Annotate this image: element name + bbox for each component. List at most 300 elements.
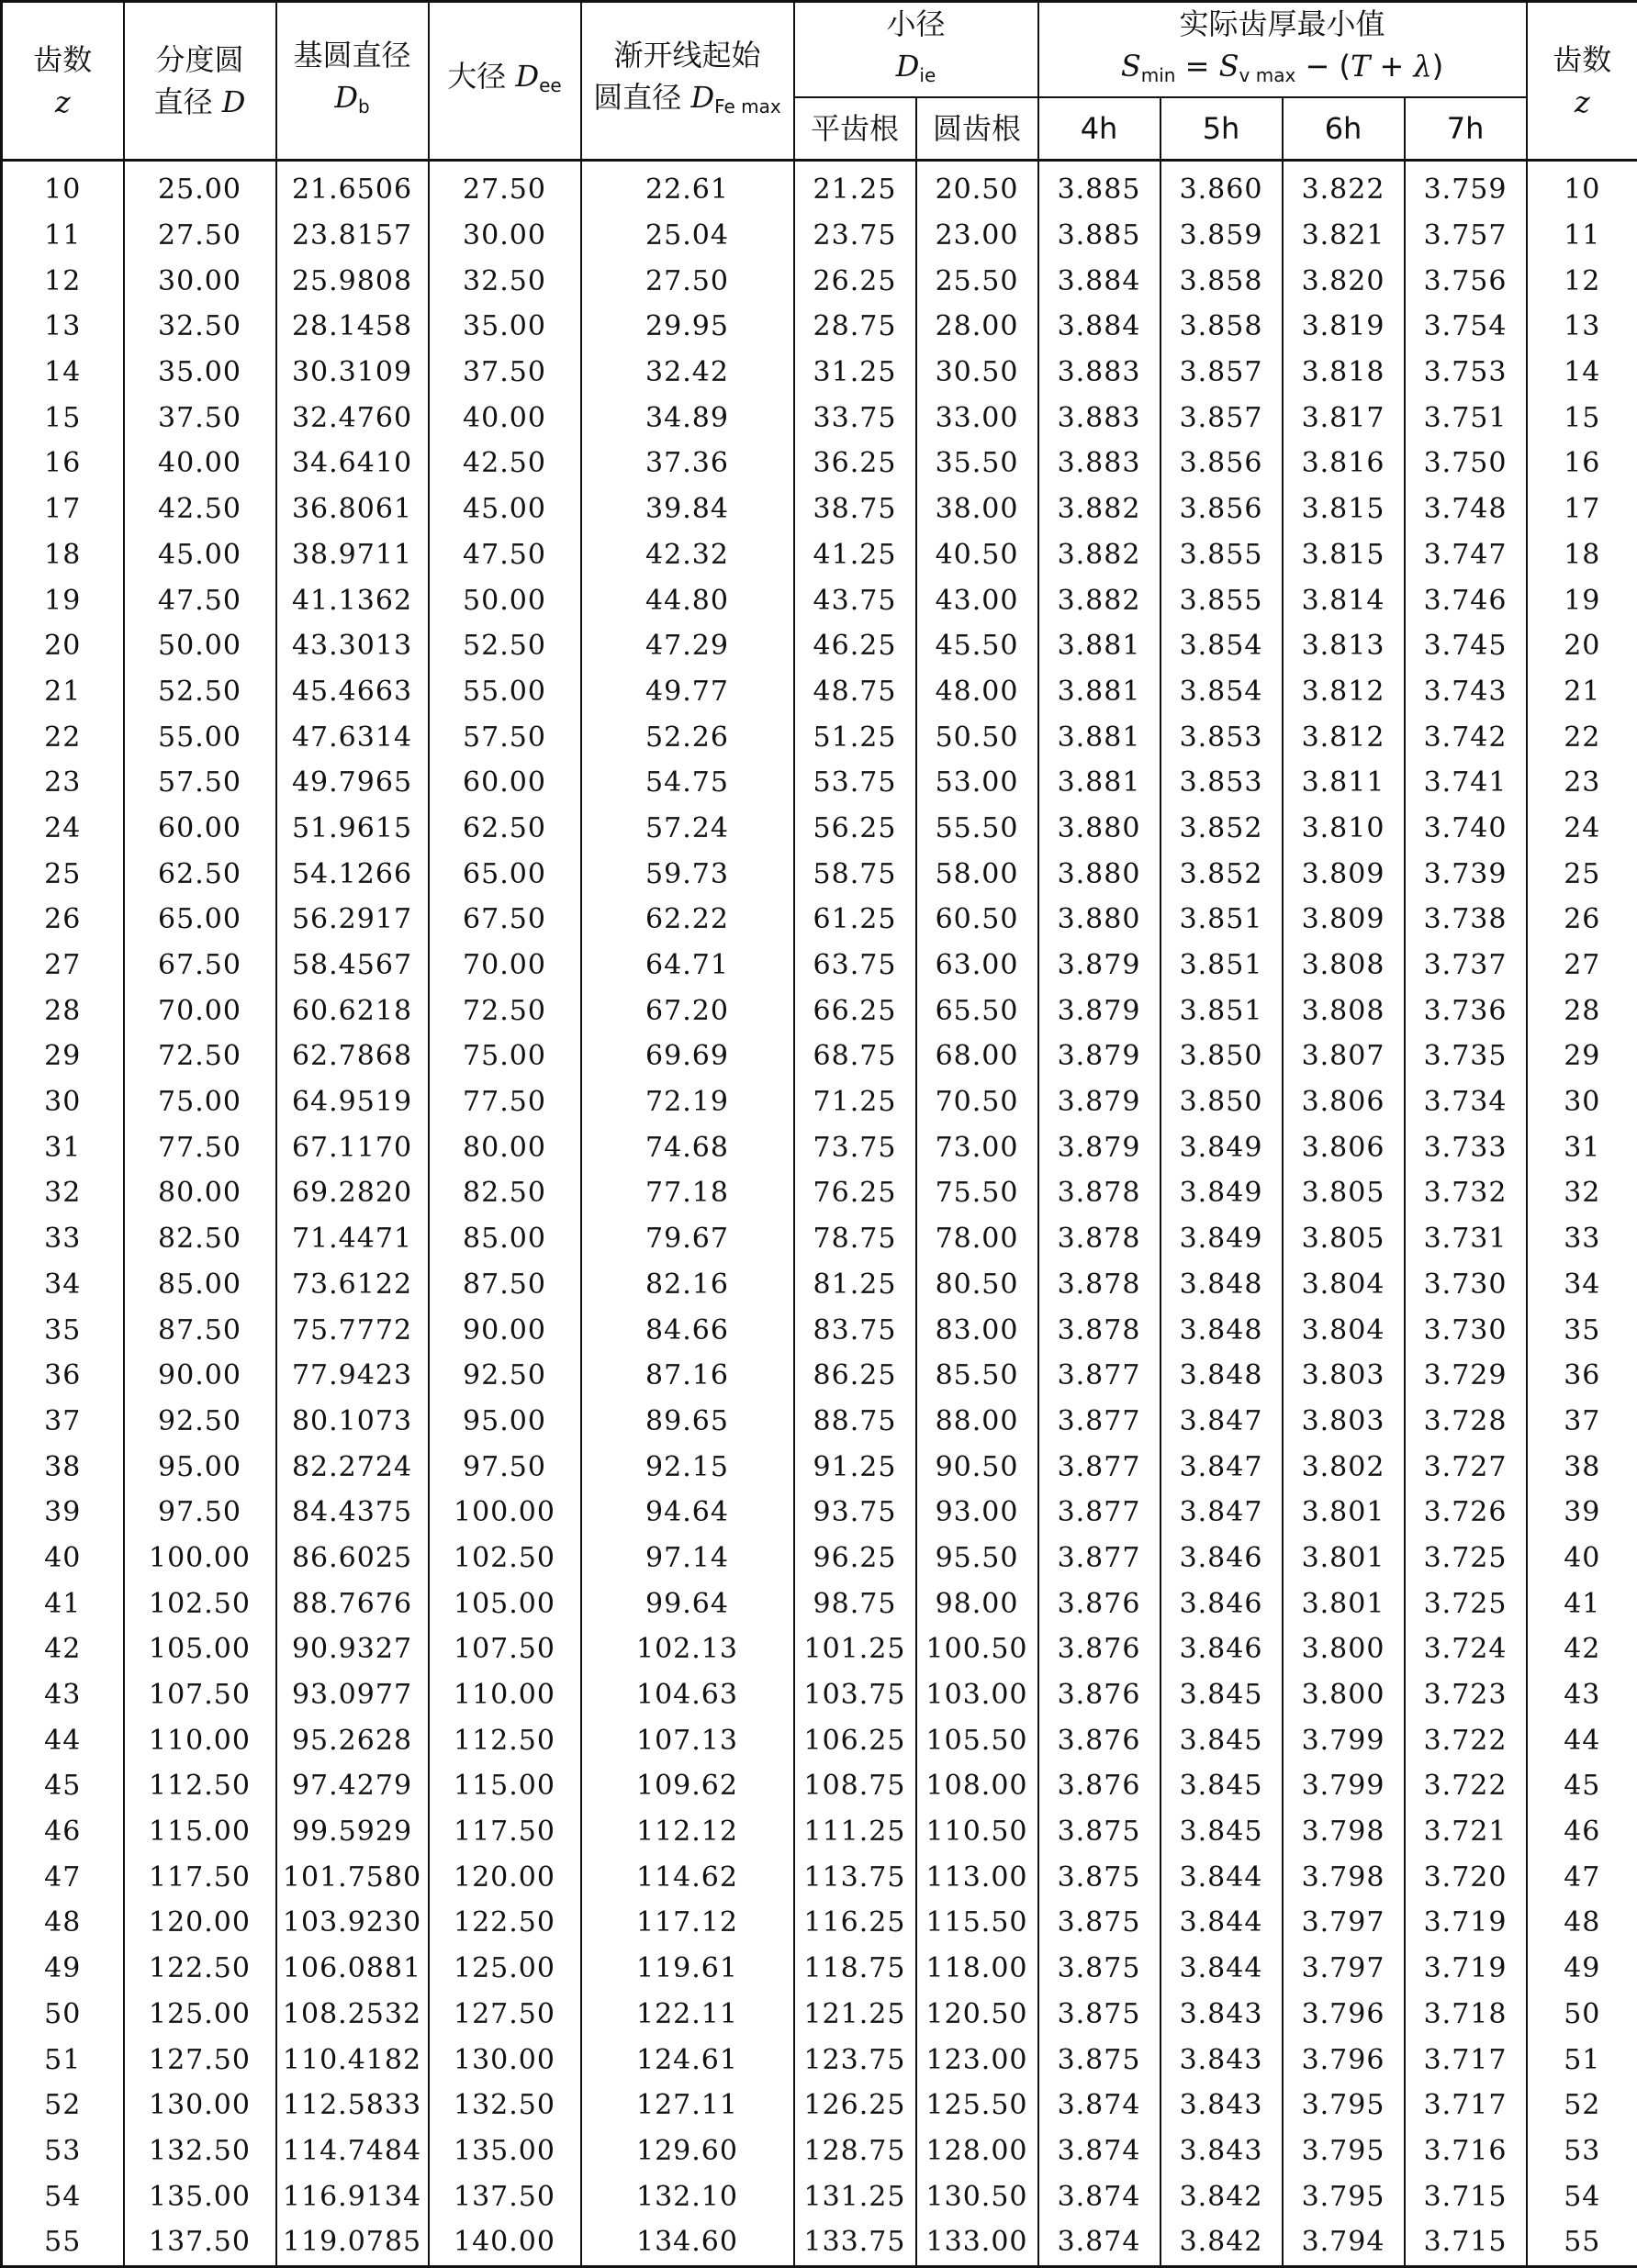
cell-major-diameter: 55.00 [429,669,581,715]
table-row [2,1490,1637,1536]
cell-thickness-4h: 3.881 [1038,760,1160,806]
cell-thickness-6h: 3.811 [1283,760,1405,806]
header-form-symbol: D [690,80,714,115]
cell-form-diameter: 87.16 [581,1353,794,1399]
cell-minor-round-root: 40.50 [916,532,1038,578]
cell-thickness-6h: 3.800 [1283,1626,1405,1672]
cell-major-diameter: 132.50 [429,2083,581,2128]
cell-thickness-6h: 3.801 [1283,1581,1405,1626]
cell-minor-flat-root: 43.75 [794,577,916,623]
cell-teeth-count-right: 20 [1527,623,1637,669]
cell-form-diameter: 92.15 [581,1444,794,1490]
cell-thickness-4h: 3.881 [1038,623,1160,669]
cell-teeth-count-right: 12 [1527,258,1637,304]
cell-teeth-count-right: 13 [1527,304,1637,350]
cell-minor-round-root: 20.50 [916,161,1038,213]
cell-base-diameter: 95.2628 [276,1717,429,1763]
table-body [2,161,1637,2267]
cell-teeth-count: 25 [2,851,124,897]
cell-major-diameter: 100.00 [429,1490,581,1536]
table-row [2,1079,1637,1125]
cell-minor-round-root: 38.00 [916,486,1038,532]
table-row [2,1992,1637,2038]
cell-major-diameter: 107.50 [429,1626,581,1672]
cell-base-diameter: 97.4279 [276,1763,429,1809]
cell-minor-round-root: 50.50 [916,714,1038,760]
cell-form-diameter: 82.16 [581,1262,794,1308]
cell-thickness-7h: 3.734 [1405,1079,1527,1125]
cell-base-diameter: 73.6122 [276,1262,429,1308]
cell-teeth-count-right: 55 [1527,2219,1637,2266]
cell-thickness-5h: 3.854 [1160,623,1283,669]
cell-thickness-5h: 3.845 [1160,1672,1283,1718]
cell-thickness-6h: 3.809 [1283,897,1405,943]
cell-thickness-6h: 3.795 [1283,2083,1405,2128]
cell-major-diameter: 90.00 [429,1307,581,1353]
cell-thickness-6h: 3.822 [1283,161,1405,213]
cell-teeth-count: 28 [2,988,124,1033]
cell-teeth-count: 39 [2,1490,124,1536]
cell-thickness-4h: 3.875 [1038,1992,1160,2038]
cell-pitch-diameter: 90.00 [124,1353,276,1399]
cell-minor-round-root: 125.50 [916,2083,1038,2128]
cell-minor-flat-root: 21.25 [794,161,916,213]
cell-teeth-count-right: 42 [1527,1626,1637,1672]
cell-teeth-count: 54 [2,2173,124,2219]
cell-major-diameter: 122.50 [429,1900,581,1946]
cell-minor-round-root: 120.50 [916,1992,1038,2038]
cell-thickness-4h: 3.885 [1038,161,1160,213]
cell-pitch-diameter: 57.50 [124,760,276,806]
cell-thickness-6h: 3.815 [1283,486,1405,532]
cell-pitch-diameter: 87.50 [124,1307,276,1353]
cell-form-diameter: 37.36 [581,441,794,486]
cell-form-diameter: 47.29 [581,623,794,669]
cell-minor-flat-root: 63.75 [794,943,916,989]
cell-thickness-4h: 3.879 [1038,1124,1160,1170]
cell-teeth-count: 15 [2,395,124,441]
cell-thickness-4h: 3.884 [1038,304,1160,350]
cell-teeth-count-right: 35 [1527,1307,1637,1353]
cell-thickness-6h: 3.800 [1283,1672,1405,1718]
cell-pitch-diameter: 47.50 [124,577,276,623]
cell-teeth-count-right: 27 [1527,943,1637,989]
formula-minus-open: − ( [1295,49,1351,84]
cell-teeth-count: 50 [2,1992,124,2038]
header-thickness-formula [1039,45,1526,96]
cell-major-diameter: 102.50 [429,1536,581,1581]
cell-minor-flat-root: 68.75 [794,1033,916,1079]
cell-teeth-count: 17 [2,486,124,532]
cell-thickness-6h: 3.805 [1283,1170,1405,1216]
cell-form-diameter: 49.77 [581,669,794,715]
header-teeth-right-label: 齿数 [1528,39,1637,81]
header-major-sub: ee [539,74,562,96]
cell-thickness-4h: 3.880 [1038,806,1160,852]
header-minor-diameter [794,2,1038,98]
cell-thickness-5h: 3.852 [1160,806,1283,852]
cell-thickness-4h: 3.879 [1038,943,1160,989]
cell-thickness-4h: 3.878 [1038,1170,1160,1216]
cell-thickness-4h: 3.878 [1038,1262,1160,1308]
cell-major-diameter: 62.50 [429,806,581,852]
cell-major-diameter: 130.00 [429,2037,581,2083]
cell-teeth-count: 29 [2,1033,124,1079]
cell-minor-round-root: 75.50 [916,1170,1038,1216]
cell-teeth-count: 13 [2,304,124,350]
cell-pitch-diameter: 27.50 [124,213,276,259]
cell-minor-round-root: 65.50 [916,988,1038,1033]
cell-thickness-7h: 3.727 [1405,1444,1527,1490]
cell-teeth-count-right: 51 [1527,2037,1637,2083]
cell-teeth-count: 53 [2,2128,124,2174]
cell-pitch-diameter: 52.50 [124,669,276,715]
cell-thickness-5h: 3.847 [1160,1490,1283,1536]
cell-thickness-4h: 3.879 [1038,1033,1160,1079]
cell-thickness-7h: 3.722 [1405,1717,1527,1763]
cell-major-diameter: 60.00 [429,760,581,806]
cell-teeth-count-right: 50 [1527,1992,1637,2038]
cell-minor-flat-root: 33.75 [794,395,916,441]
header-grade-6h: 6h [1283,97,1405,161]
cell-teeth-count: 22 [2,714,124,760]
cell-thickness-6h: 3.803 [1283,1399,1405,1445]
cell-thickness-5h: 3.849 [1160,1216,1283,1262]
cell-thickness-6h: 3.808 [1283,943,1405,989]
header-base-symbol-line [277,76,428,128]
cell-form-diameter: 109.62 [581,1763,794,1809]
cell-base-diameter: 36.8061 [276,486,429,532]
cell-teeth-count-right: 21 [1527,669,1637,715]
cell-teeth-count-right: 26 [1527,897,1637,943]
cell-thickness-7h: 3.715 [1405,2173,1527,2219]
table-row [2,213,1637,259]
cell-teeth-count: 51 [2,2037,124,2083]
cell-pitch-diameter: 82.50 [124,1216,276,1262]
cell-thickness-4h: 3.878 [1038,1307,1160,1353]
cell-major-diameter: 72.50 [429,988,581,1033]
cell-teeth-count-right: 34 [1527,1262,1637,1308]
header-thickness-label: 实际齿厚最小值 [1039,3,1526,45]
cell-teeth-count: 18 [2,532,124,578]
cell-thickness-7h: 3.730 [1405,1262,1527,1308]
cell-base-diameter: 84.4375 [276,1490,429,1536]
cell-thickness-4h: 3.877 [1038,1353,1160,1399]
cell-thickness-5h: 3.845 [1160,1717,1283,1763]
cell-teeth-count: 19 [2,577,124,623]
cell-teeth-count-right: 40 [1527,1536,1637,1581]
cell-base-diameter: 101.7580 [276,1854,429,1900]
cell-thickness-5h: 3.854 [1160,669,1283,715]
table-row [2,1170,1637,1216]
table-row [2,532,1637,578]
cell-thickness-7h: 3.726 [1405,1490,1527,1536]
cell-thickness-7h: 3.730 [1405,1307,1527,1353]
cell-base-diameter: 62.7868 [276,1033,429,1079]
cell-base-diameter: 106.0881 [276,1946,429,1992]
cell-thickness-5h: 3.844 [1160,1946,1283,1992]
cell-thickness-7h: 3.757 [1405,213,1527,259]
cell-minor-flat-root: 91.25 [794,1444,916,1490]
cell-base-diameter: 32.4760 [276,395,429,441]
cell-form-diameter: 104.63 [581,1672,794,1718]
cell-thickness-4h: 3.884 [1038,258,1160,304]
cell-thickness-4h: 3.876 [1038,1581,1160,1626]
cell-form-diameter: 59.73 [581,851,794,897]
cell-base-diameter: 88.7676 [276,1581,429,1626]
cell-thickness-6h: 3.795 [1283,2173,1405,2219]
table-row [2,1262,1637,1308]
cell-form-diameter: 22.61 [581,161,794,213]
table-row [2,304,1637,350]
cell-teeth-count: 11 [2,213,124,259]
cell-form-diameter: 62.22 [581,897,794,943]
header-teeth-symbol: z [3,81,123,123]
cell-pitch-diameter: 130.00 [124,2083,276,2128]
cell-thickness-6h: 3.799 [1283,1717,1405,1763]
cell-thickness-6h: 3.798 [1283,1809,1405,1855]
cell-thickness-7h: 3.725 [1405,1536,1527,1581]
cell-pitch-diameter: 75.00 [124,1079,276,1125]
cell-pitch-diameter: 37.50 [124,395,276,441]
cell-base-diameter: 116.9134 [276,2173,429,2219]
cell-teeth-count: 47 [2,1854,124,1900]
cell-base-diameter: 86.6025 [276,1536,429,1581]
cell-thickness-5h: 3.850 [1160,1033,1283,1079]
cell-minor-flat-root: 123.75 [794,2037,916,2083]
table-row [2,897,1637,943]
cell-form-diameter: 77.18 [581,1170,794,1216]
cell-pitch-diameter: 137.50 [124,2219,276,2266]
cell-thickness-5h: 3.846 [1160,1536,1283,1581]
table-row [2,1353,1637,1399]
cell-thickness-7h: 3.721 [1405,1809,1527,1855]
cell-form-diameter: 94.64 [581,1490,794,1536]
cell-minor-round-root: 133.00 [916,2219,1038,2266]
cell-teeth-count: 43 [2,1672,124,1718]
cell-minor-round-root: 73.00 [916,1124,1038,1170]
cell-thickness-4h: 3.882 [1038,577,1160,623]
cell-thickness-4h: 3.875 [1038,1900,1160,1946]
cell-thickness-7h: 3.715 [1405,2219,1527,2266]
table-row [2,943,1637,989]
cell-base-diameter: 54.1266 [276,851,429,897]
cell-thickness-4h: 3.882 [1038,486,1160,532]
formula-min-sub: min [1141,64,1176,86]
cell-thickness-4h: 3.879 [1038,1079,1160,1125]
cell-minor-flat-root: 31.25 [794,350,916,396]
cell-thickness-4h: 3.874 [1038,2083,1160,2128]
cell-minor-round-root: 90.50 [916,1444,1038,1490]
cell-major-diameter: 125.00 [429,1946,581,1992]
table-row [2,350,1637,396]
cell-thickness-6h: 3.820 [1283,258,1405,304]
cell-minor-flat-root: 118.75 [794,1946,916,1992]
cell-pitch-diameter: 50.00 [124,623,276,669]
cell-minor-flat-root: 88.75 [794,1399,916,1445]
cell-pitch-diameter: 72.50 [124,1033,276,1079]
cell-base-diameter: 45.4663 [276,669,429,715]
table-row [2,258,1637,304]
cell-thickness-6h: 3.812 [1283,714,1405,760]
cell-minor-round-root: 43.00 [916,577,1038,623]
cell-base-diameter: 93.0977 [276,1672,429,1718]
cell-form-diameter: 99.64 [581,1581,794,1626]
header-major-diameter [429,2,581,161]
cell-thickness-4h: 3.876 [1038,1717,1160,1763]
header-major-text: 大径 [447,59,515,94]
cell-thickness-7h: 3.746 [1405,577,1527,623]
header-base-sub: b [358,95,370,117]
cell-major-diameter: 127.50 [429,1992,581,2038]
cell-base-diameter: 43.3013 [276,623,429,669]
cell-thickness-4h: 3.875 [1038,1946,1160,1992]
cell-base-diameter: 58.4567 [276,943,429,989]
cell-thickness-4h: 3.883 [1038,395,1160,441]
header-form-line2-text: 圆直径 [593,80,690,115]
cell-pitch-diameter: 95.00 [124,1444,276,1490]
cell-minor-round-root: 53.00 [916,760,1038,806]
cell-teeth-count: 41 [2,1581,124,1626]
cell-thickness-5h: 3.845 [1160,1763,1283,1809]
cell-form-diameter: 114.62 [581,1854,794,1900]
cell-major-diameter: 115.00 [429,1763,581,1809]
formula-vmax-sub: v max [1239,64,1296,86]
cell-minor-round-root: 83.00 [916,1307,1038,1353]
cell-teeth-count-right: 25 [1527,851,1637,897]
cell-thickness-4h: 3.874 [1038,2219,1160,2266]
cell-minor-flat-root: 101.25 [794,1626,916,1672]
cell-thickness-6h: 3.814 [1283,577,1405,623]
cell-form-diameter: 34.89 [581,395,794,441]
cell-thickness-5h: 3.843 [1160,2128,1283,2174]
cell-base-diameter: 49.7965 [276,760,429,806]
cell-form-diameter: 97.14 [581,1536,794,1581]
cell-thickness-4h: 3.877 [1038,1536,1160,1581]
cell-minor-flat-root: 38.75 [794,486,916,532]
cell-thickness-7h: 3.717 [1405,2037,1527,2083]
cell-pitch-diameter: 67.50 [124,943,276,989]
header-minor-symbol-line [795,45,1037,96]
cell-form-diameter: 124.61 [581,2037,794,2083]
cell-thickness-5h: 3.856 [1160,486,1283,532]
cell-thickness-4h: 3.876 [1038,1763,1160,1809]
table-row [2,669,1637,715]
cell-minor-round-root: 68.00 [916,1033,1038,1079]
cell-thickness-7h: 3.731 [1405,1216,1527,1262]
cell-base-diameter: 47.6314 [276,714,429,760]
table-row [2,395,1637,441]
cell-form-diameter: 89.65 [581,1399,794,1445]
cell-form-diameter: 27.50 [581,258,794,304]
cell-minor-round-root: 130.50 [916,2173,1038,2219]
cell-teeth-count-right: 41 [1527,1581,1637,1626]
table-row [2,988,1637,1033]
cell-teeth-count: 46 [2,1809,124,1855]
cell-thickness-6h: 3.803 [1283,1353,1405,1399]
cell-minor-flat-root: 48.75 [794,669,916,715]
cell-thickness-7h: 3.754 [1405,304,1527,350]
cell-minor-flat-root: 56.25 [794,806,916,852]
cell-pitch-diameter: 62.50 [124,851,276,897]
cell-pitch-diameter: 32.50 [124,304,276,350]
cell-base-diameter: 82.2724 [276,1444,429,1490]
formula-close: ) [1432,49,1443,84]
cell-major-diameter: 77.50 [429,1079,581,1125]
cell-minor-flat-root: 121.25 [794,1992,916,2038]
cell-minor-round-root: 88.00 [916,1399,1038,1445]
cell-minor-flat-root: 26.25 [794,258,916,304]
cell-pitch-diameter: 115.00 [124,1809,276,1855]
cell-thickness-5h: 3.857 [1160,350,1283,396]
cell-thickness-4h: 3.878 [1038,1216,1160,1262]
cell-thickness-7h: 3.751 [1405,395,1527,441]
cell-form-diameter: 69.69 [581,1033,794,1079]
cell-major-diameter: 137.50 [429,2173,581,2219]
cell-pitch-diameter: 107.50 [124,1672,276,1718]
cell-thickness-5h: 3.853 [1160,714,1283,760]
cell-major-diameter: 50.00 [429,577,581,623]
cell-thickness-5h: 3.851 [1160,988,1283,1033]
cell-form-diameter: 102.13 [581,1626,794,1672]
cell-minor-round-root: 98.00 [916,1581,1038,1626]
cell-minor-flat-root: 41.25 [794,532,916,578]
cell-thickness-6h: 3.801 [1283,1536,1405,1581]
cell-thickness-5h: 3.844 [1160,1900,1283,1946]
cell-thickness-5h: 3.843 [1160,2037,1283,2083]
cell-teeth-count-right: 38 [1527,1444,1637,1490]
cell-thickness-5h: 3.852 [1160,851,1283,897]
cell-minor-round-root: 123.00 [916,2037,1038,2083]
cell-base-diameter: 90.9327 [276,1626,429,1672]
cell-minor-flat-root: 51.25 [794,714,916,760]
cell-thickness-5h: 3.847 [1160,1444,1283,1490]
header-base-diameter [276,2,429,161]
cell-thickness-4h: 3.880 [1038,851,1160,897]
formula-lambda: λ [1413,49,1431,84]
table-row [2,1809,1637,1855]
cell-teeth-count: 34 [2,1262,124,1308]
cell-minor-round-root: 103.00 [916,1672,1038,1718]
cell-major-diameter: 85.00 [429,1216,581,1262]
cell-thickness-7h: 3.745 [1405,623,1527,669]
cell-teeth-count-right: 33 [1527,1216,1637,1262]
table-row [2,2037,1637,2083]
cell-major-diameter: 42.50 [429,441,581,486]
cell-minor-round-root: 48.00 [916,669,1038,715]
table-row [2,1399,1637,1445]
table-row [2,1946,1637,1992]
cell-thickness-5h: 3.851 [1160,897,1283,943]
cell-major-diameter: 110.00 [429,1672,581,1718]
cell-thickness-5h: 3.848 [1160,1353,1283,1399]
cell-thickness-6h: 3.804 [1283,1307,1405,1353]
cell-pitch-diameter: 135.00 [124,2173,276,2219]
cell-base-diameter: 71.4471 [276,1216,429,1262]
cell-major-diameter: 65.00 [429,851,581,897]
cell-thickness-7h: 3.736 [1405,988,1527,1033]
table-row [2,851,1637,897]
cell-teeth-count-right: 10 [1527,161,1637,213]
cell-minor-round-root: 78.00 [916,1216,1038,1262]
cell-thickness-5h: 3.845 [1160,1809,1283,1855]
cell-minor-flat-root: 116.25 [794,1900,916,1946]
cell-teeth-count-right: 14 [1527,350,1637,396]
cell-thickness-5h: 3.850 [1160,1079,1283,1125]
cell-thickness-4h: 3.881 [1038,669,1160,715]
header-teeth-count-right [1527,2,1637,161]
cell-minor-round-root: 25.50 [916,258,1038,304]
